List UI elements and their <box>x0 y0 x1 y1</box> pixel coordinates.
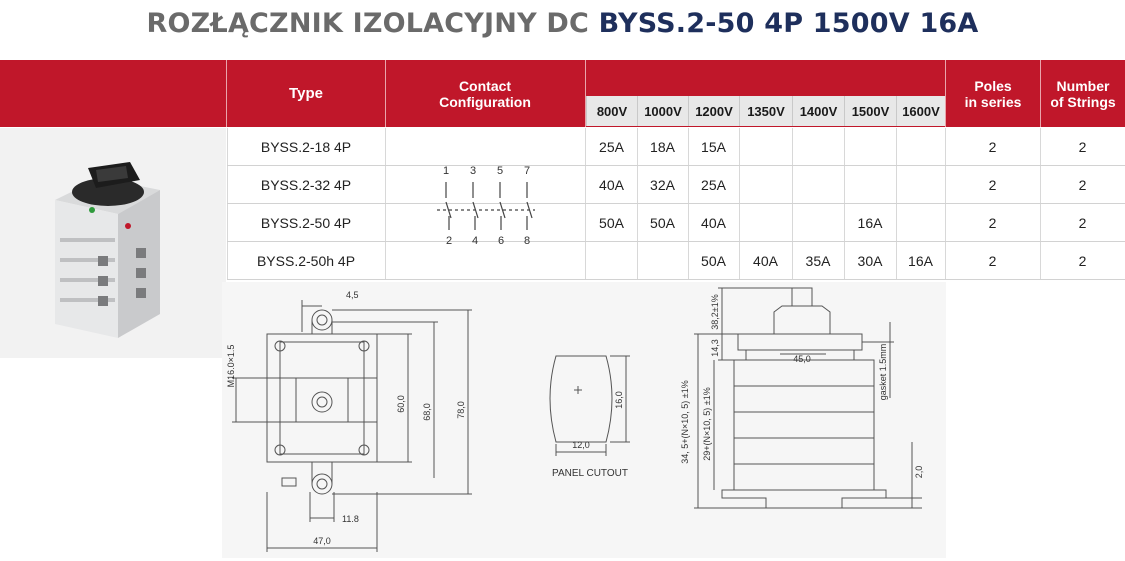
voltage-header: 1500V <box>844 96 896 126</box>
dim-label: 47,0 <box>313 536 331 546</box>
cell-current <box>896 128 945 165</box>
contact-label: 3 <box>469 165 477 177</box>
contact-configuration-diagram <box>425 158 545 250</box>
title-model: BYSS.2-50 4P 1500V 16A <box>598 8 979 39</box>
cell-type: BYSS.2-50h 4P <box>256 252 356 269</box>
cell-current <box>792 204 844 241</box>
cell-current: 16A <box>857 214 883 231</box>
cell-current: 40A <box>599 176 624 193</box>
header-divider <box>226 60 227 127</box>
voltage-header: 1000V <box>637 96 688 126</box>
cell-type: BYSS.2-32 4P <box>260 176 352 193</box>
dim-label: 12,0 <box>572 440 590 450</box>
cell-current: 25A <box>599 138 624 155</box>
voltage-header: 1350V <box>739 96 792 126</box>
dim-label: 60,0 <box>396 395 406 413</box>
cell-current: 18A <box>650 138 675 155</box>
table-row <box>227 204 1125 242</box>
contact-label: 6 <box>497 235 505 247</box>
cell-current: 15A <box>701 138 726 155</box>
table-row <box>227 166 1125 204</box>
title-product-type: ROZŁĄCZNIK IZOLACYJNY DC <box>146 8 590 39</box>
table-row <box>227 128 1125 166</box>
contact-label: 1 <box>442 165 450 177</box>
cell-current <box>739 204 792 241</box>
cell-current <box>637 242 688 279</box>
cell-current: 40A <box>701 214 726 231</box>
cell-current <box>896 166 945 203</box>
dim-label: 14,3 <box>710 339 720 357</box>
dim-label: 11.8 <box>342 514 359 524</box>
voltage-header: 800V <box>586 96 637 126</box>
cell-current: 50A <box>599 214 624 231</box>
cell-type: BYSS.2-50 4P <box>260 214 352 231</box>
cell-poles: 2 <box>988 252 997 269</box>
header-divider <box>385 60 386 127</box>
cell-type: BYSS.2-18 4P <box>260 138 352 155</box>
cell-current: 32A <box>650 176 675 193</box>
voltage-header: 1600V <box>896 96 945 126</box>
dim-label: 2,0 <box>914 465 924 479</box>
cell-current: 16A <box>908 252 933 269</box>
dim-label: 38,2±1% <box>710 294 720 330</box>
cell-current: 35A <box>805 252 831 269</box>
cell-current: 40A <box>753 252 778 269</box>
header-type: Type <box>289 84 323 102</box>
dim-label: 29+(N×10, 5) ±1% <box>702 387 712 461</box>
cell-poles: 2 <box>988 176 997 193</box>
page-title <box>0 8 1125 39</box>
cell-current <box>739 128 792 165</box>
dim-label: 45,0 <box>793 354 811 364</box>
cell-current: 30A <box>857 252 883 269</box>
cell-current <box>844 166 896 203</box>
cell-current <box>792 166 844 203</box>
cell-current: 50A <box>650 214 675 231</box>
cell-current: 50A <box>701 252 726 269</box>
cell-current <box>844 128 896 165</box>
voltage-header: 1200V <box>688 96 739 126</box>
dim-label: 16,0 <box>614 391 624 409</box>
cell-strings: 2 <box>1078 214 1087 231</box>
cell-poles: 2 <box>988 214 997 231</box>
contact-label: 4 <box>471 235 479 247</box>
contact-label: 5 <box>496 165 504 177</box>
dim-label: 4,5 <box>346 290 359 300</box>
cell-poles: 2 <box>988 138 997 155</box>
product-photo <box>0 128 226 358</box>
dim-label: gasket 1.5mm <box>878 343 888 401</box>
table-row <box>227 242 1125 280</box>
contact-label: 2 <box>445 235 453 247</box>
header-contact-configuration: Contact Configuration <box>439 77 531 110</box>
dim-label: M16.0×1.5 <box>226 344 236 388</box>
technical-drawing <box>222 282 946 558</box>
cell-current <box>739 166 792 203</box>
contact-label: 7 <box>523 165 531 177</box>
voltage-header: 1400V <box>792 96 844 126</box>
dim-label: 34, 5+(N×10, 5) ±1% <box>680 380 690 464</box>
contact-label: 8 <box>523 235 531 247</box>
dim-label: 68,0 <box>422 403 432 421</box>
cell-current: 25A <box>701 176 726 193</box>
cell-current <box>586 242 637 279</box>
header-divider <box>945 60 946 127</box>
cell-strings: 2 <box>1078 252 1087 269</box>
header-number-of-strings: Number of Strings <box>1050 77 1116 110</box>
header-poles-in-series: Poles in series <box>964 77 1022 110</box>
cell-strings: 2 <box>1078 138 1087 155</box>
panel-cutout-label: PANEL CUTOUT <box>552 468 628 479</box>
cell-current <box>896 204 945 241</box>
cell-current <box>792 128 844 165</box>
dim-label: 78,0 <box>456 401 466 419</box>
header-divider <box>1040 60 1041 127</box>
cell-strings: 2 <box>1078 176 1087 193</box>
